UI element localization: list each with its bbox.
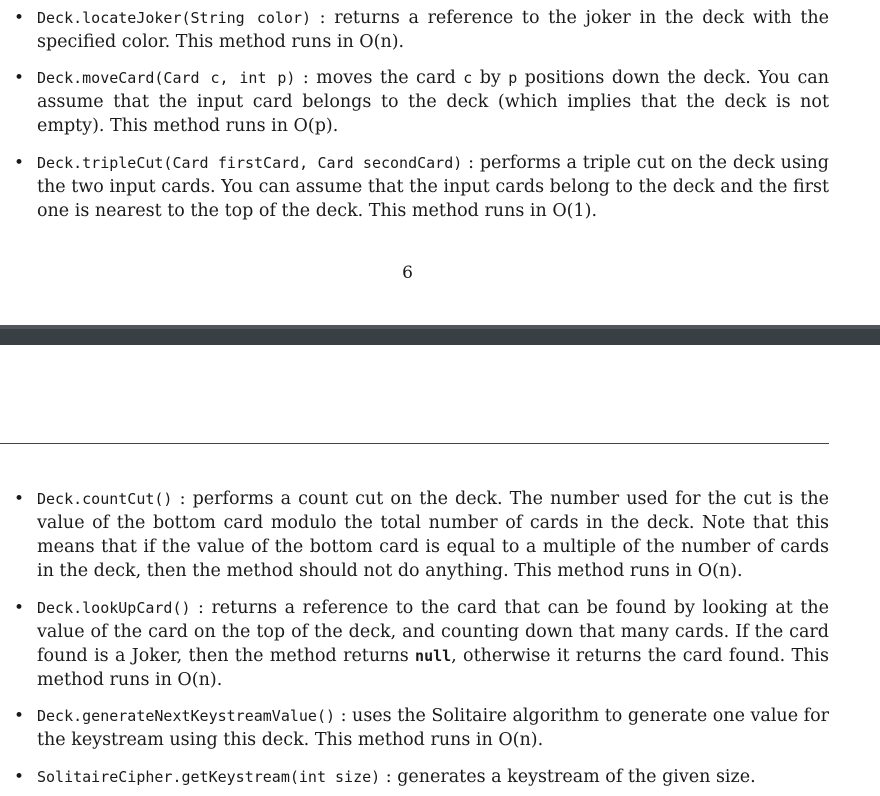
list-item: [14, 151, 830, 223]
document-page-top: [0, 0, 880, 325]
list-item: [14, 6, 829, 54]
method-description: : returns a reference to the card that can be found by looking at the value of the card on the top of the deck, and counting down that many cards. If the card found is a Joker, then the method returns: [37, 598, 829, 666]
list-item: [14, 487, 829, 583]
method-description: : returns a reference to the joker in the deck with the specified color. This method runs in O(n).: [37, 8, 829, 52]
method-description: : performs a count cut on the deck. The number used for the cut is the value of the bottom card modulo the total number of cards in the deck. Note that this means that if the value of the bottom card is equal to a multiple of the number of cards in the deck, then the method should not do anything. This method runs in O(n).: [37, 489, 829, 581]
method-signature: Deck.moveCard(Card c, int p): [37, 69, 296, 87]
bullet-icon: •: [14, 767, 25, 787]
header-rule: [0, 443, 829, 444]
page-separator: [0, 325, 880, 347]
bullet-icon: •: [14, 68, 25, 88]
list-item: [14, 66, 830, 138]
inline-code-null: null: [415, 647, 452, 665]
method-description: : uses the Solitaire algorithm to generate one value for the keystream using this deck. This method runs in O(n).: [37, 706, 829, 750]
separator-shine: [0, 325, 880, 329]
method-signature: Deck.tripleCut(Card firstCard, Card secondCard): [37, 154, 463, 172]
method-signature: SolitaireCipher.getKeystream(int size): [37, 768, 381, 786]
method-description: by: [472, 68, 509, 88]
method-description: : performs a triple cut on the deck using the two input cards. You can assume that the input cards belong to the deck and the first one is nearest to the top of the deck. This method runs in O(1).: [37, 153, 830, 221]
method-signature: Deck.generateNextKeystreamValue(): [37, 707, 336, 725]
method-signature: Deck.locateJoker(String color): [37, 9, 312, 27]
bullet-icon: •: [14, 706, 25, 726]
list-item: [14, 704, 829, 752]
method-description: : generates a keystream of the given size.: [380, 767, 756, 787]
list-item: [14, 765, 829, 789]
method-description: : moves the card: [295, 68, 464, 88]
bullet-icon: •: [14, 153, 25, 173]
bullet-icon: •: [14, 598, 25, 618]
bullet-icon: •: [14, 489, 25, 509]
page-number: 6: [402, 263, 413, 283]
method-signature: Deck.lookUpCard(): [37, 599, 191, 617]
method-description: positions down the deck. You can assume that the input card belongs to the deck (which implies that the deck is not empty). This method runs in O(p).: [37, 68, 830, 136]
document-page-bottom: [0, 345, 880, 796]
param-name: c: [463, 69, 473, 87]
bullet-icon: •: [14, 8, 25, 28]
param-name: p: [508, 69, 518, 87]
method-signature: Deck.countCut(): [37, 490, 173, 508]
list-item: [14, 596, 829, 692]
method-description: , otherwise it returns the card found. This method runs in O(n).: [37, 646, 829, 690]
